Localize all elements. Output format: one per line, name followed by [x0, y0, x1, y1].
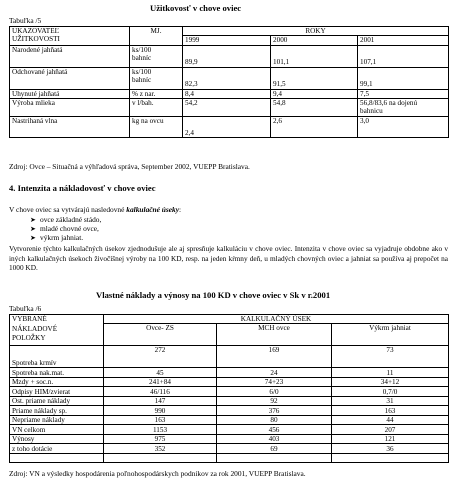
cell: 92: [217, 396, 332, 406]
cell: 44: [332, 415, 449, 425]
table5-source: Zdroj: Ovce – Situačná a výhľadová správa, September 2002, VUEPP Bratislava.: [9, 162, 250, 171]
cell: 82,3: [183, 67, 271, 89]
row-name: Ost. priame náklady: [10, 396, 104, 406]
cell: 2,6: [271, 116, 358, 137]
year-1999: 1999: [183, 36, 271, 45]
cell: 163: [104, 415, 217, 425]
cell: 352: [104, 444, 217, 454]
cell: 34+12: [332, 377, 449, 387]
cell: 147: [104, 396, 217, 406]
col-vykrm-jahniat: Výkrm jahniat: [332, 324, 449, 346]
table6-label: Tabuľka /6: [9, 304, 42, 313]
row-name: Spotreba nak.mat.: [10, 368, 104, 378]
cell: 6/0: [217, 387, 332, 397]
cell: 207: [332, 425, 449, 435]
cell: 403: [217, 434, 332, 444]
arrow-bullet-icon: ➤: [30, 234, 36, 242]
col-mch-ovce: MCH ovce: [217, 324, 332, 346]
cell: 8,4: [183, 89, 271, 98]
cell: [217, 453, 332, 463]
row-name: Narodené jahňatá: [10, 45, 130, 67]
cell: 80: [217, 415, 332, 425]
col-ovce-zs: Ovce- ZS: [104, 324, 217, 346]
cell: 69: [217, 444, 332, 454]
table6-title: Vlastné náklady a výnosy na 100 KD v chove oviec v Sk v r.2001: [96, 290, 331, 300]
cell: 0,7/0: [332, 387, 449, 397]
cell: 45: [104, 368, 217, 378]
list-item: ➤ ovce základné stádo,: [30, 215, 102, 224]
arrow-bullet-icon: ➤: [30, 216, 36, 224]
table5-title: Užitkovosť v chove oviec: [150, 3, 242, 13]
header-indicator: UKAZOVATEĽ UŽITKOVOSTI: [10, 27, 130, 46]
cell: 99,1: [358, 67, 449, 89]
cell: 2,4: [183, 116, 271, 137]
cell: 121: [332, 434, 449, 444]
cell: 3,0: [358, 116, 449, 137]
arrow-bullet-icon: ➤: [30, 225, 36, 233]
row-unit: ks/100 bahníc: [130, 67, 183, 89]
cell: 101,1: [271, 45, 358, 67]
cell: 456: [217, 425, 332, 435]
row-unit: v l/bah.: [130, 98, 183, 116]
header-unit: MJ.: [130, 27, 183, 46]
row-name: VN celkom: [10, 425, 104, 435]
row-name: [10, 453, 104, 463]
row-name: Odchované jahňatá: [10, 67, 130, 89]
row-unit: kg na ovcu: [130, 116, 183, 137]
calc-sections-list: [26, 216, 101, 243]
cell: 990: [104, 406, 217, 416]
row-name: Výnosy: [10, 434, 104, 444]
cell: 975: [104, 434, 217, 444]
cell: 24: [217, 368, 332, 378]
row-name: z toho dotácie: [10, 444, 104, 454]
year-2001: 2001: [358, 36, 449, 45]
cell: 11: [332, 368, 449, 378]
cell: 91,5: [271, 67, 358, 89]
cell: 54,8: [271, 98, 358, 116]
row-name: Výroba mlieka: [10, 98, 130, 116]
cell: 54,2: [183, 98, 271, 116]
cell: 31: [332, 396, 449, 406]
cell: 163: [332, 406, 449, 416]
cell: 74+23: [217, 377, 332, 387]
row-name: Nepriame náklady: [10, 415, 104, 425]
cell: 272: [104, 346, 217, 368]
year-2000: 2000: [271, 36, 358, 45]
cell: 376: [217, 406, 332, 416]
table6: [9, 314, 449, 463]
table5-label: Tabuľka /5: [9, 16, 42, 25]
cell: 7,5: [358, 89, 449, 98]
row-name: Nastrihaná vlna: [10, 116, 130, 137]
section-paragraph: Vytvorenie týchto kalkulačných úsekov zjednodušuje ale aj spresňuje kalkuláciu v chove oviec. Intenzita v chove oviec sa vyjadruje obdobne ako v iných kalkulačných úsekoch živočíšnej výroby na 100 KD, resp. na jeden kŕmny deň, u mladých chovných oviec a jahniat sa používa aj prepočet na 1000 KD.: [9, 244, 448, 273]
cell: [104, 453, 217, 463]
row-unit: ks/100 bahníc: [130, 45, 183, 67]
list-item: ➤ výkrm jahniat.: [30, 233, 84, 242]
cell: 36: [332, 444, 449, 454]
table5: [9, 26, 449, 138]
cell: 56,8/83,6 na dojenú bahnicu: [358, 98, 449, 116]
header-years: ROKY: [183, 27, 449, 36]
row-name: Mzdy + soc.n.: [10, 377, 104, 387]
cell: 46/116: [104, 387, 217, 397]
cell: 169: [217, 346, 332, 368]
cell: 1153: [104, 425, 217, 435]
row-name: Priame náklady sp.: [10, 406, 104, 416]
cell: 107,1: [358, 45, 449, 67]
table6-source: Zdroj: VN a výsledky hospodárenia poľnohospodárskych podnikov za rok 2001, VUEPP Bratislava.: [9, 469, 306, 478]
header-group: KALKULAČNÝ ÚSEK: [104, 315, 449, 324]
cell: 73: [332, 346, 449, 368]
row-name: Odpisy HIM/zvierat: [10, 387, 104, 397]
header-item: VYBRANÉ NÁKLADOVÉ POLOŽKY: [10, 315, 104, 346]
row-unit: % z nar.: [130, 89, 183, 98]
cell: 89,9: [183, 45, 271, 67]
cell: [332, 453, 449, 463]
section-heading: 4. Intenzita a nákladovosť v chove oviec: [9, 183, 156, 193]
list-item: ➤ mladé chovné ovce,: [30, 224, 99, 233]
cell: 9,4: [271, 89, 358, 98]
row-name: Spotreba krmív: [10, 346, 104, 368]
cell: 241+84: [104, 377, 217, 387]
section-intro: V chove oviec sa vytvárajú nasledovné kalkulačné úseky:: [9, 205, 182, 214]
row-name: Uhynuté jahňatá: [10, 89, 130, 98]
